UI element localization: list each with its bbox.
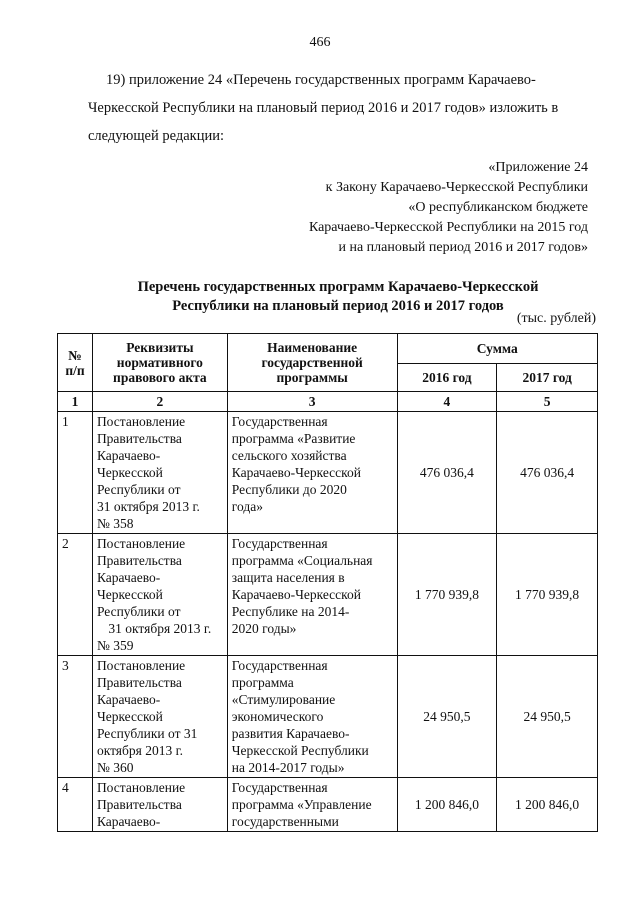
header-num: № п/п: [58, 334, 93, 392]
act-line: Постановление: [96, 658, 186, 673]
act-cell: [92, 778, 227, 832]
header-2016: 2016 год: [397, 364, 497, 392]
appendix-line: и на плановый период 2016 и 2017 годов»: [338, 240, 588, 255]
act-line: Постановление: [96, 780, 186, 795]
act-line: Карачаево-: [96, 570, 161, 585]
act-line: Правительства: [96, 431, 182, 446]
name-line: Государственная: [231, 414, 328, 429]
title-line: Республики на плановый период 2016 и 2017 годов: [172, 298, 504, 314]
intro-line: следующей редакции:: [88, 128, 225, 144]
amount-2017: 24 950,5: [497, 656, 598, 778]
amount-2016: 1 770 939,8: [397, 534, 497, 656]
name-line: Республики до 2020: [231, 482, 347, 497]
intro-paragraph: [88, 66, 588, 150]
name-line: экономического: [231, 709, 324, 724]
program-name-cell: [227, 534, 397, 656]
table-row: [58, 534, 598, 656]
row-number: 4: [58, 778, 93, 832]
header-sum: Сумма: [397, 334, 597, 364]
name-line: программа «Управление: [231, 797, 372, 812]
act-cell: [92, 656, 227, 778]
act-line: октября 2013 г.: [96, 743, 183, 758]
appendix-line: «Приложение 24: [488, 160, 588, 175]
name-line: Республике на 2014-: [231, 604, 350, 619]
act-cell: [92, 534, 227, 656]
name-line: Черкесской Республики: [231, 743, 369, 758]
act-line: Карачаево-: [96, 448, 161, 463]
intro-line: 19) приложение 24 «Перечень государственных программ Карачаево-: [106, 72, 536, 88]
program-name-cell: [227, 778, 397, 832]
header-name: Наименование государственной программы: [227, 334, 397, 392]
appendix-line: к Закону Карачаево-Черкесской Республики: [325, 180, 588, 195]
act-line: Черкесской: [96, 465, 163, 480]
table-header-row: [58, 334, 598, 364]
amount-2016: 24 950,5: [397, 656, 497, 778]
units-label: (тыс. рублей): [516, 311, 596, 326]
act-line: Правительства: [96, 675, 182, 690]
header-2017: 2017 год: [497, 364, 598, 392]
column-number: 5: [497, 392, 598, 412]
name-line: Государственная: [231, 658, 328, 673]
column-number: 2: [92, 392, 227, 412]
intro-line: Черкесской Республики на плановый период 2016 и 2017 годов» изложить в: [88, 100, 559, 116]
column-number: 1: [58, 392, 93, 412]
act-line: Постановление: [96, 414, 186, 429]
title-line: Перечень государственных программ Карачаево-Черкесской: [137, 279, 539, 295]
name-line: Карачаево-Черкесской: [231, 465, 361, 480]
table-row: [58, 412, 598, 534]
act-line: Республики от 31: [96, 726, 198, 741]
column-number: 3: [227, 392, 397, 412]
name-line: Карачаево-Черкесской: [231, 587, 361, 602]
name-line: программа: [231, 675, 294, 690]
document-title: [88, 278, 588, 316]
act-line: № 360: [96, 760, 134, 775]
name-line: развития Карачаево-: [231, 726, 350, 741]
name-line: на 2014-2017 годы»: [231, 760, 345, 775]
amount-2017: 1 200 846,0: [497, 778, 598, 832]
amount-2016: 476 036,4: [397, 412, 497, 534]
name-line: Государственная: [231, 780, 328, 795]
name-line: защита населения в: [231, 570, 345, 585]
act-line: Правительства: [96, 797, 182, 812]
name-line: сельского хозяйства: [231, 448, 347, 463]
appendix-line: «О республиканском бюджете: [408, 200, 588, 215]
act-line: № 359: [96, 638, 134, 653]
act-line: Карачаево-: [96, 692, 161, 707]
name-line: программа «Развитие: [231, 431, 356, 446]
table-row: [58, 656, 598, 778]
name-line: Государственная: [231, 536, 328, 551]
amount-2016: 1 200 846,0: [397, 778, 497, 832]
act-line: Республики от: [96, 604, 181, 619]
act-cell: [92, 412, 227, 534]
column-number: 4: [397, 392, 497, 412]
header-act: Реквизиты нормативного правового акта: [92, 334, 227, 392]
act-line: 31 октября 2013 г.: [96, 499, 200, 514]
act-line: 31 октября 2013 г.: [108, 621, 212, 636]
row-number: 2: [58, 534, 93, 656]
name-line: «Стимулирование: [231, 692, 336, 707]
row-number: 3: [58, 656, 93, 778]
name-line: программа «Социальная: [231, 553, 373, 568]
appendix-line: Карачаево-Черкесской Республики на 2015 год: [308, 220, 588, 235]
program-name-cell: [227, 412, 397, 534]
act-line: Республики от: [96, 482, 181, 497]
act-line: № 358: [96, 516, 134, 531]
name-line: 2020 годы»: [231, 621, 297, 636]
row-number: 1: [58, 412, 93, 534]
act-line: Черкесской: [96, 709, 163, 724]
amount-2017: 476 036,4: [497, 412, 598, 534]
table-row: [58, 778, 598, 832]
appendix-reference: [228, 158, 588, 258]
name-line: года»: [231, 499, 263, 514]
program-name-cell: [227, 656, 397, 778]
programs-table: [57, 333, 598, 832]
act-line: Постановление: [96, 536, 186, 551]
page-number: 466: [309, 35, 331, 50]
amount-2017: 1 770 939,8: [497, 534, 598, 656]
name-line: государственными: [231, 814, 339, 829]
column-number-row: [58, 392, 598, 412]
act-line: Черкесской: [96, 587, 163, 602]
act-line: Правительства: [96, 553, 182, 568]
act-line: Карачаево-: [96, 814, 161, 829]
